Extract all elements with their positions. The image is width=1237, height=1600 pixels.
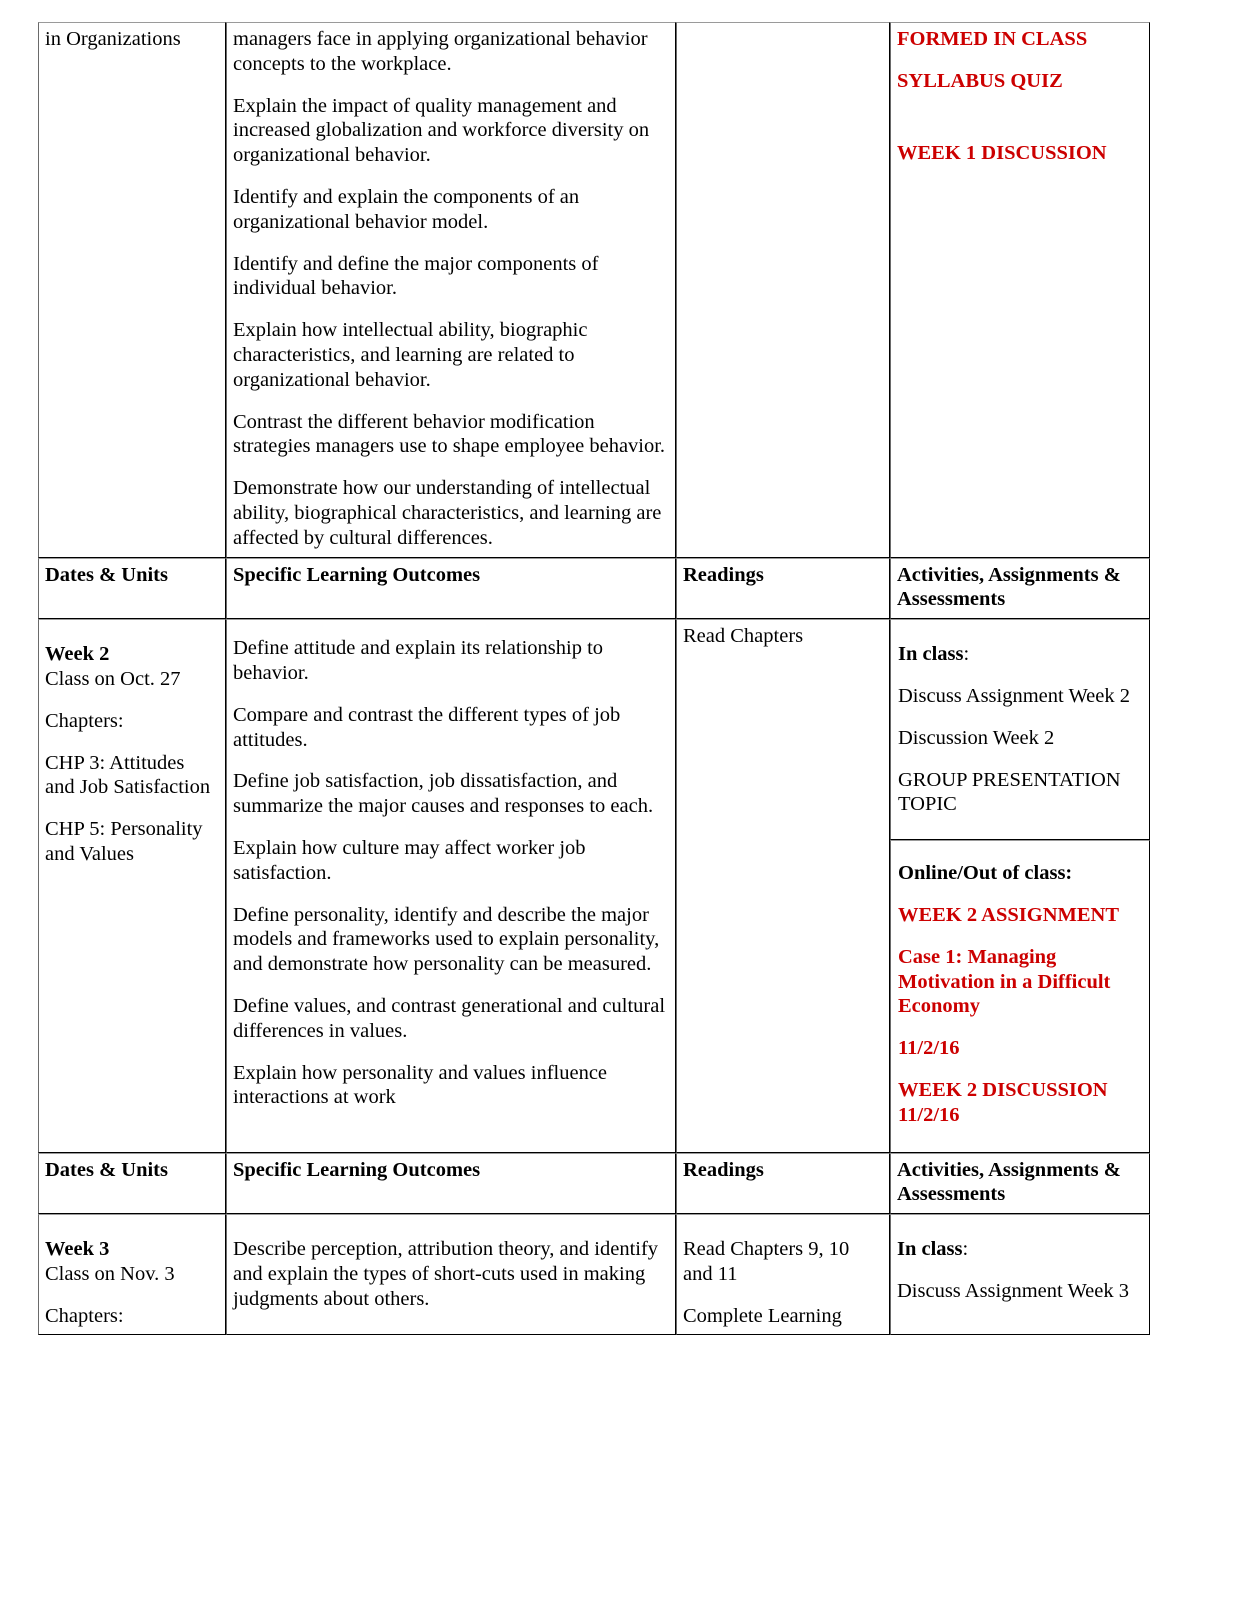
online-label: Online/Out of class: bbox=[898, 862, 1073, 885]
table-header-row-1 bbox=[38, 558, 1150, 620]
in-class-block bbox=[890, 619, 1150, 840]
outcome-item: Define personality, identify and describe the major models and frameworks used to explain personality, and demonstrate how personality can be measured. bbox=[233, 903, 660, 976]
cell-learning-outcomes bbox=[226, 619, 676, 1152]
outcome-item: Contrast the different behavior modification strategies managers use to shape employee behavior. bbox=[233, 410, 666, 458]
outcome-item: Explain how intellectual ability, biographic characteristics, and learning are related to organizational behavior. bbox=[233, 319, 588, 391]
cell-activities bbox=[890, 619, 1150, 1152]
column-header-activities: Activities, Assignments & Assessments bbox=[890, 558, 1150, 620]
outcome-item: Explain how personality and values influence interactions at work bbox=[233, 1061, 608, 1109]
outcome-item: Explain how culture may affect worker job satisfaction. bbox=[233, 836, 586, 884]
in-class-item: Discussion Week 2 bbox=[898, 726, 1055, 749]
activity-red-item: FORMED IN CLASS bbox=[897, 28, 1088, 50]
activity-red-item: WEEK 1 DISCUSSION bbox=[897, 141, 1107, 164]
column-header-readings: Readings bbox=[676, 558, 890, 620]
activities-split-table bbox=[890, 619, 1150, 1152]
cell-activities bbox=[890, 1214, 1150, 1335]
spacer bbox=[897, 111, 1143, 141]
activities-online-row bbox=[890, 840, 1150, 1152]
in-class-label: In class bbox=[898, 643, 964, 666]
week1-unit-label: in Organizations bbox=[45, 28, 181, 50]
table-header-row-2 bbox=[38, 1153, 1150, 1215]
outcome-item: Compare and contrast the different types of job attitudes. bbox=[233, 703, 621, 751]
cell-readings bbox=[676, 1214, 890, 1335]
readings-item: Read Chapters 9, 10 and 11 bbox=[683, 1238, 850, 1285]
chapter-item: CHP 3: Attitudes and Job Satisfaction bbox=[45, 751, 211, 799]
chapters-label: Chapters: bbox=[45, 709, 124, 732]
class-date: Class on Nov. 3 bbox=[45, 1262, 175, 1285]
cell-learning-outcomes bbox=[226, 1214, 676, 1335]
in-class-item: GROUP PRESENTATION TOPIC bbox=[898, 768, 1121, 816]
cell-dates-units bbox=[38, 1214, 226, 1335]
outcome-item: Identify and define the major components of individual behavior. bbox=[233, 252, 599, 300]
outcome-item: Define attitude and explain its relationship to behavior. bbox=[233, 637, 604, 684]
in-class-item: Discuss Assignment Week 2 bbox=[898, 684, 1131, 707]
in-class-colon: : bbox=[962, 1238, 969, 1261]
outcome-item: Define job satisfaction, job dissatisfaction, and summarize the major causes and responses to each. bbox=[233, 770, 654, 818]
schedule-table bbox=[38, 22, 1150, 1335]
outcome-item: Define values, and contrast generational and cultural differences in values. bbox=[233, 994, 666, 1042]
outcome-item: Describe perception, attribution theory, and identify and explain the types of short-cuts used in making judgments about others. bbox=[233, 1238, 659, 1310]
online-red-item: WEEK 2 ASSIGNMENT bbox=[898, 903, 1119, 926]
outcome-item: Demonstrate how our understanding of intellectual ability, biographical characteristics, and learning are affected by cultural differences. bbox=[233, 477, 662, 549]
activity-red-item: SYLLABUS QUIZ bbox=[897, 69, 1063, 92]
cell-activities bbox=[890, 22, 1150, 558]
online-red-item: Case 1: Managing Motivation in a Difficult Economy bbox=[898, 945, 1111, 1018]
readings-text: Read Chapters bbox=[683, 625, 804, 648]
outcome-item: Explain the impact of quality management and increased globalization and workforce diversity on organizational behavior. bbox=[233, 94, 650, 167]
cell-dates-units bbox=[38, 22, 226, 558]
week-label: Week 2 bbox=[45, 643, 110, 666]
column-header-activities: Activities, Assignments & Assessments bbox=[890, 1153, 1150, 1215]
table-row-week1-continued bbox=[38, 22, 1150, 558]
column-header-readings: Readings bbox=[676, 1153, 890, 1215]
in-class-colon: : bbox=[963, 643, 970, 666]
cell-dates-units bbox=[38, 619, 226, 1152]
chapter-item: CHP 5: Personality and Values bbox=[45, 818, 203, 865]
chapters-label: Chapters: bbox=[45, 1304, 124, 1327]
column-header-outcomes: Specific Learning Outcomes bbox=[226, 1153, 676, 1215]
cell-learning-outcomes bbox=[226, 22, 676, 558]
week-label: Week 3 bbox=[45, 1238, 110, 1261]
in-class-heading bbox=[897, 1237, 1143, 1262]
readings-item: Complete Learning bbox=[683, 1304, 842, 1327]
online-out-of-class-block bbox=[890, 840, 1150, 1152]
in-class-heading bbox=[898, 642, 1143, 667]
table-row-week2 bbox=[38, 619, 1150, 1152]
outcome-item: managers face in applying organizational behavior concepts to the workplace. bbox=[233, 28, 648, 75]
activities-in-class-row bbox=[890, 619, 1150, 840]
online-red-item: WEEK 2 DISCUSSION 11/2/16 bbox=[898, 1078, 1108, 1126]
in-class-label: In class bbox=[897, 1238, 963, 1261]
cell-readings bbox=[676, 22, 890, 558]
class-date: Class on Oct. 27 bbox=[45, 667, 181, 690]
column-header-outcomes: Specific Learning Outcomes bbox=[226, 558, 676, 620]
in-class-item: Discuss Assignment Week 3 bbox=[897, 1279, 1130, 1302]
online-red-item: 11/2/16 bbox=[898, 1037, 960, 1060]
outcome-item: Identify and explain the components of an organizational behavior model. bbox=[233, 185, 580, 233]
table-row-week3 bbox=[38, 1214, 1150, 1335]
column-header-dates-units: Dates & Units bbox=[38, 558, 226, 620]
column-header-dates-units: Dates & Units bbox=[38, 1153, 226, 1215]
cell-readings bbox=[676, 619, 890, 1152]
